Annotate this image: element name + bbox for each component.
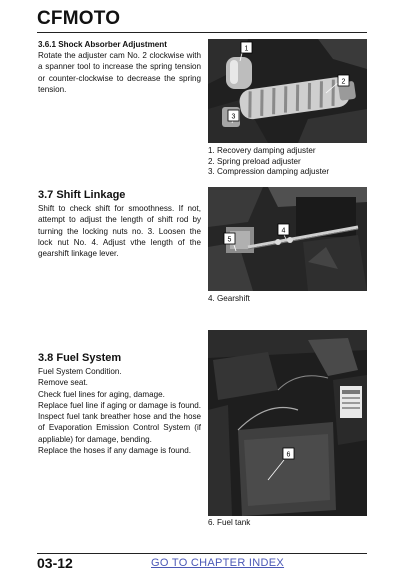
caption-item: 1. Recovery damping adjuster bbox=[208, 146, 316, 155]
fuel-tank-captions bbox=[208, 518, 250, 529]
shock-absorber-captions bbox=[208, 146, 329, 178]
caption-item: 4. Gearshift bbox=[208, 294, 250, 303]
callout-4: 4 bbox=[281, 227, 286, 235]
section-body-shift-linkage: Shift to check shift for smoothness. If not, attempt to adjust the length of shift rod by turning the locking nuts no. 3. Loosen the lock nut No. 4. Adjust vthe length of the gearshift linkage lever. bbox=[38, 204, 201, 259]
shift-linkage-captions bbox=[208, 294, 250, 305]
footer-divider bbox=[37, 553, 367, 554]
shock-absorber-photo bbox=[208, 39, 367, 143]
caption-item: 6. Fuel tank bbox=[208, 518, 251, 527]
section-shock-absorber bbox=[38, 39, 201, 95]
page-number: 03-12 bbox=[37, 555, 73, 571]
callout-5: 5 bbox=[227, 236, 232, 244]
section-heading-fuel-system: 3.8 Fuel System bbox=[38, 352, 122, 364]
fuel-line-item: Check fuel lines for aging, damage. bbox=[38, 389, 165, 399]
section-heading-shift-linkage: 3.7 Shift Linkage bbox=[38, 189, 126, 201]
section-shift-linkage bbox=[38, 189, 201, 259]
chapter-index-link[interactable]: GO TO CHAPTER INDEX bbox=[151, 557, 285, 569]
header-divider bbox=[37, 32, 367, 33]
callout-1: 1 bbox=[244, 45, 249, 53]
fuel-line-item: Remove seat. bbox=[38, 378, 88, 388]
brand-title: CFMOTO bbox=[37, 8, 121, 29]
callout-3: 3 bbox=[231, 113, 236, 121]
section-fuel-system bbox=[38, 352, 201, 456]
section-heading-shock-absorber: 3.6.1 Shock Absorber Adjustment bbox=[38, 40, 167, 49]
section-body-fuel-system: Replace fuel line if aging or damage is found. Inspect fuel tank breather hose and the hose of Evaporation Emission Control System (if appliable) for damage, bending. bbox=[38, 400, 201, 444]
callout-2: 2 bbox=[341, 78, 346, 86]
fuel-tank-photo bbox=[208, 330, 367, 516]
caption-item: 3. Compression damping adjuster bbox=[208, 167, 330, 177]
caption-item: 2. Spring preload adjuster bbox=[208, 156, 301, 166]
section-body-shock-absorber: Rotate the adjuster cam No. 2 clockwise with a spanner tool to increase the spring tension or counter-clockwise to decrease the spring tension. bbox=[38, 51, 201, 94]
fuel-line-item: Fuel System Condition. bbox=[38, 367, 122, 376]
fuel-line-item: Replace the hoses if any damage is found. bbox=[38, 446, 191, 456]
shift-linkage-photo bbox=[208, 187, 367, 291]
callout-6: 6 bbox=[286, 451, 291, 459]
